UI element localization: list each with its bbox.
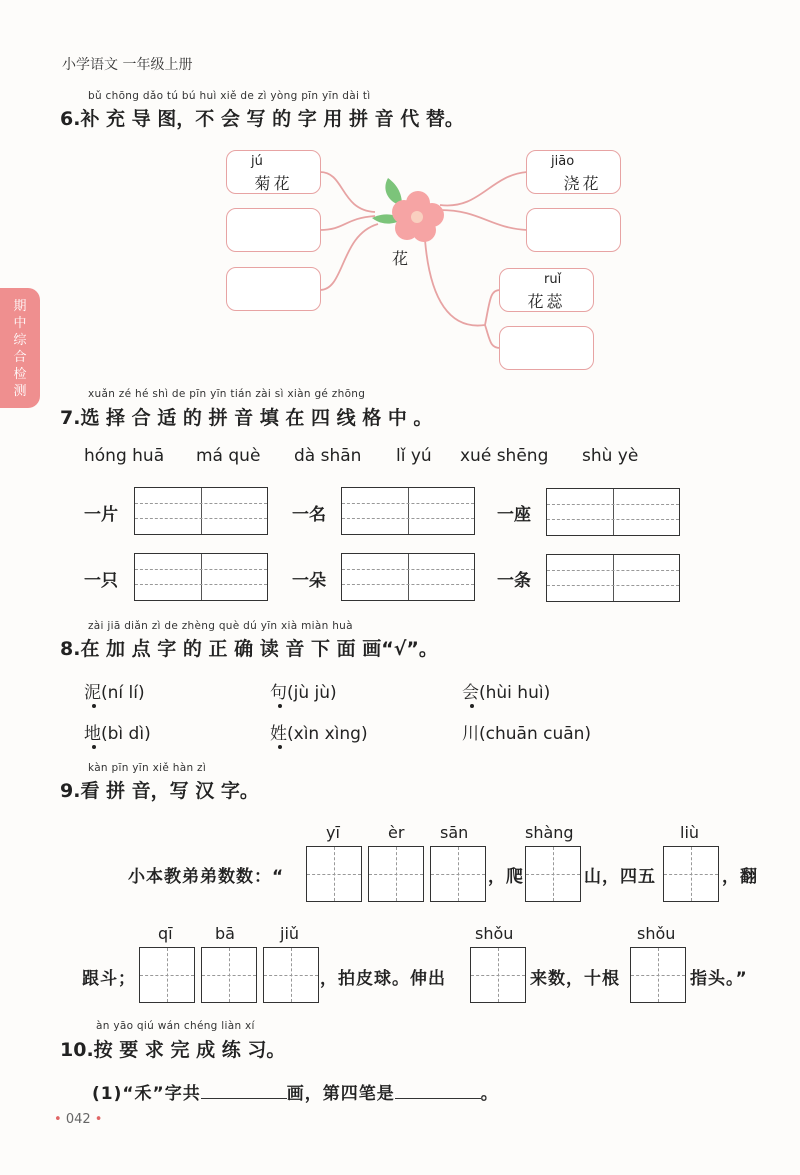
q8-options[interactable]: (xìn xìng) (287, 724, 368, 744)
q8-item (270, 678, 337, 703)
branch-line (440, 210, 527, 230)
q7-label: 一片 (84, 505, 118, 525)
q9-cell-pinyin: bā (215, 924, 235, 943)
four-line-grid[interactable] (546, 554, 680, 602)
q10-sub1-text: (1)“禾”字共 (92, 1084, 201, 1104)
side-tab-char: 综 (13, 333, 27, 348)
q7-option: hóng huā (84, 446, 165, 466)
tian-grid-cell[interactable] (430, 846, 486, 902)
branch-line (320, 224, 378, 290)
q8-char: 泥 (84, 683, 101, 703)
q8-pinyin: zài jiā diǎn zì de zhèng què dú yīn xià miàn huà (88, 620, 353, 632)
q9-text: 小本教弟弟数数：“ (128, 867, 285, 887)
side-tab-char: 合 (13, 350, 27, 365)
emphasis-dot (92, 745, 96, 749)
side-tab-char: 检 (13, 367, 27, 382)
box-hanzi: 花蕊 (527, 292, 566, 311)
mind-map-center: 花 (392, 249, 409, 268)
page-number: • 042 • (54, 1112, 103, 1127)
q9-text: 跟斗； (82, 969, 136, 989)
q9-cell-pinyin: èr (388, 823, 405, 842)
mind-map-box (526, 150, 621, 194)
q9-text: ，翻 (722, 867, 758, 887)
q8-char: 地 (84, 724, 101, 744)
tian-grid-cell[interactable] (263, 947, 319, 1003)
emphasis-dot (92, 704, 96, 708)
mind-map-empty-box[interactable] (226, 208, 321, 252)
q9-cell-pinyin: shǒu (475, 924, 514, 943)
q8-options[interactable]: (bì dì) (101, 724, 151, 744)
q8-options[interactable]: (ní lí) (101, 683, 145, 703)
q9-pinyin: kàn pīn yīn xiě hàn zì (88, 762, 207, 774)
q8-char: 川 (462, 724, 479, 744)
q8-item (462, 719, 591, 744)
q7-pinyin: xuǎn zé hé shì de pīn yīn tián zài sì xiàn gé zhōng (88, 388, 366, 400)
page-number-value: 042 (65, 1112, 91, 1127)
tian-grid-cell[interactable] (368, 846, 424, 902)
q9-cell-pinyin: qī (158, 924, 173, 943)
q8-item (270, 719, 368, 744)
answer-blank[interactable] (395, 1098, 481, 1099)
mind-map-empty-box[interactable] (226, 267, 321, 311)
tian-grid-cell[interactable] (306, 846, 362, 902)
q8-char: 姓 (270, 724, 287, 744)
q8-item (84, 678, 145, 703)
q9-text: ，爬 (488, 867, 524, 887)
q6-title: 6.补 充 导 图，不 会 写 的 字 用 拼 音 代 替。 (60, 108, 464, 130)
q9-cell-pinyin: yī (326, 823, 340, 842)
q8-title: 8.在 加 点 字 的 正 确 读 音 下 面 画“√”。 (60, 638, 438, 660)
mind-map-box (499, 268, 594, 312)
tian-grid-cell[interactable] (663, 846, 719, 902)
q7-option: lǐ yú (396, 446, 432, 466)
branch-line (320, 216, 375, 230)
q6-pinyin: bǔ chōng dǎo tú bú huì xiě de zì yòng pīn yīn dài tì (88, 90, 371, 102)
q9-text: ，拍皮球。伸出 (320, 969, 446, 989)
tian-grid-cell[interactable] (201, 947, 257, 1003)
q10-title: 10.按 要 求 完 成 练 习。 (60, 1039, 286, 1061)
mind-map-box (226, 150, 321, 194)
four-line-grid[interactable] (134, 487, 268, 535)
emphasis-dot (470, 704, 474, 708)
q9-cell-pinyin: shǒu (637, 924, 676, 943)
emphasis-dot (278, 704, 282, 708)
q10-pinyin: àn yāo qiú wán chéng liàn xí (96, 1020, 255, 1032)
tian-grid-cell[interactable] (525, 846, 581, 902)
q7-option: shù yè (582, 446, 639, 466)
q8-char: 句 (270, 683, 287, 703)
tian-grid-cell[interactable] (630, 947, 686, 1003)
q8-item (84, 719, 151, 744)
q8-char: 会 (462, 683, 479, 703)
page-header: 小学语文 一年级上册 (62, 57, 193, 73)
q7-option: dà shān (294, 446, 362, 466)
q8-item (462, 678, 550, 703)
box-pinyin: jú (251, 154, 263, 169)
four-line-grid[interactable] (134, 553, 268, 601)
q9-cell-pinyin: shàng (525, 823, 574, 842)
side-tab-char: 中 (13, 316, 27, 331)
q8-options[interactable]: (jù jù) (287, 683, 337, 703)
q7-label: 一条 (497, 571, 531, 591)
q9-cell-pinyin: jiǔ (280, 924, 300, 943)
branch-line (485, 325, 500, 348)
q9-text: 指头。” (690, 969, 748, 989)
tian-grid-cell[interactable] (139, 947, 195, 1003)
q9-text: 来数，十根 (530, 969, 620, 989)
box-pinyin: ruǐ (544, 272, 562, 287)
q10-sub1 (92, 1079, 499, 1104)
q7-label: 一朵 (292, 571, 326, 591)
q10-sub1-text: 画，第四笔是 (286, 1084, 395, 1104)
side-tab-char: 期 (13, 299, 27, 314)
four-line-grid[interactable] (341, 487, 475, 535)
q7-title: 7.选 择 合 适 的 拼 音 填 在 四 线 格 中 。 (60, 407, 433, 429)
emphasis-dot (278, 745, 282, 749)
q9-cell-pinyin: sān (440, 823, 469, 842)
branch-line (440, 172, 527, 205)
q7-option: xué shēng (460, 446, 549, 466)
q7-label: 一只 (84, 571, 118, 591)
mind-map-empty-box[interactable] (499, 326, 594, 370)
q8-options[interactable]: (hùi huì) (479, 683, 551, 703)
answer-blank[interactable] (201, 1098, 287, 1099)
q9-title: 9.看 拼 音，写 汉 字。 (60, 780, 259, 802)
tian-grid-cell[interactable] (470, 947, 526, 1003)
q7-label: 一座 (497, 505, 531, 525)
q7-label: 一名 (292, 505, 326, 525)
box-hanzi: 浇花 (563, 174, 602, 193)
four-line-grid[interactable] (546, 488, 680, 536)
q8-options[interactable]: (chuān cuān) (479, 724, 592, 744)
q10-sub1-text: 。 (480, 1084, 499, 1104)
branch-line (425, 240, 500, 326)
q9-text: 山，四五 (584, 867, 656, 887)
box-hanzi: 菊花 (254, 174, 293, 193)
box-pinyin: jiāo (551, 154, 575, 169)
four-line-grid[interactable] (341, 553, 475, 601)
branch-line (320, 172, 375, 212)
q9-cell-pinyin: liù (680, 823, 700, 842)
q7-option: má què (196, 446, 261, 466)
side-tab-char: 测 (13, 384, 27, 399)
flower-icon (372, 178, 444, 242)
mind-map-empty-box[interactable] (526, 208, 621, 252)
